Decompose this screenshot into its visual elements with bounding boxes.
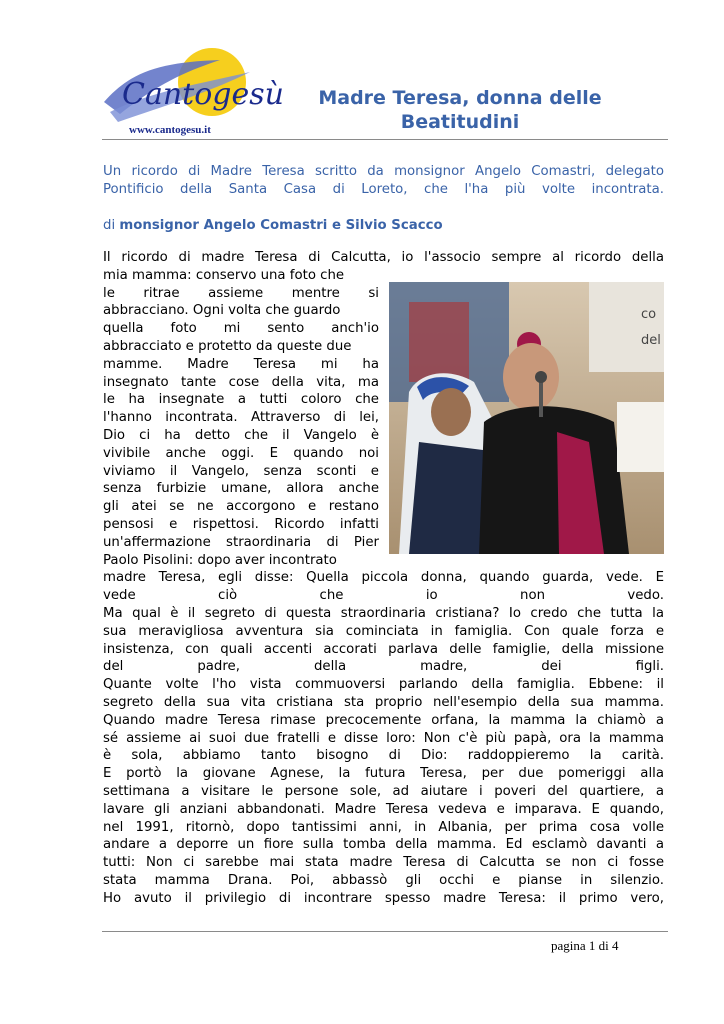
body-line: viviamo il Vangelo, senza sconti e: [103, 463, 379, 479]
body-line: pensosi e rispettosi. Ricordo infatti: [103, 516, 379, 532]
body-line: quella foto mi sento anch'io: [103, 321, 379, 337]
body-line: madre Teresa, egli disse: Quella piccola donna, quando guarda, vede. E: [103, 570, 664, 586]
body-line: segreto della sua vita cristiana sta proprio nell'esempio della sua mamma.: [103, 694, 664, 710]
logo-url[interactable]: www.cantogesu.it: [129, 124, 211, 136]
body-line: abbracciano. Ogni volta che guardo: [103, 303, 341, 319]
body-line: vivibile anche oggi. E quando noi: [103, 445, 379, 461]
body-line: è sola, abbiamo tanto bisogno di Dio: raddoppieremo la carità.: [103, 748, 664, 764]
body-line: sua meravigliosa avventura sia cominciata in famiglia. Con quale forza e: [103, 623, 664, 639]
page-title: [290, 86, 630, 134]
body-line: nel 1991, ritornò, dopo tantissimi anni, in Albania, per prima cosa volle: [103, 819, 664, 835]
body-line: l'hanno incontrata. Attraverso di lei,: [103, 410, 379, 426]
body-line: mia mamma: conservo una foto che: [103, 267, 345, 283]
header-divider: [102, 139, 668, 140]
body-line: sé assieme ai suoi due fratelli e disse loro: Non c'è più papà, ora la mamma: [103, 730, 664, 746]
body-line: Ho avuto il privilegio di incontrare spesso madre Teresa: il primo vero,: [103, 890, 664, 906]
body-line: insistenza, con quali accenti accorati parlava delle famiglie, della missione: [103, 641, 664, 657]
article-body: [103, 249, 664, 907]
title-line-1: Madre Teresa, donna delle: [318, 87, 602, 109]
body-line: vede ciò che io non vedo.: [103, 588, 664, 604]
body-line: insegnato tante cose della vita, ma: [103, 374, 379, 390]
title-line-2: Beatitudini: [400, 111, 520, 133]
body-line: Il ricordo di madre Teresa di Calcutta, io l'associo sempre al ricordo della: [103, 250, 664, 265]
banner-text-1: co: [641, 307, 657, 322]
body-line: Paolo Pisolini: dopo aver incontrato: [103, 552, 337, 568]
abstract-line: Un ricordo di Madre Teresa scritto da monsignor Angelo Comastri, delegato: [103, 164, 664, 179]
body-line: settimana a visitare le persone sole, ad aiutare i poveri del quartiere, a: [103, 783, 664, 799]
footer-divider: [102, 931, 668, 932]
abstract: [103, 162, 664, 198]
page-number: pagina 1 di 4: [551, 938, 619, 953]
body-line: Quante volte l'ho vista commuoversi parlando della famiglia. Ebbene: il: [103, 677, 664, 693]
body-line: senza furbizie umane, allora anche: [103, 481, 379, 497]
byline: [103, 218, 443, 233]
body-line: Quando madre Teresa rimase precocemente orfana, la mamma la chiamò a: [103, 712, 664, 728]
body-line: E portò la giovane Agnese, la futura Teresa, per due pomeriggi alla: [103, 766, 664, 782]
body-line: del padre, della madre, dei figli.: [103, 659, 664, 675]
byline-prefix: di: [103, 218, 116, 233]
body-line: mamme. Madre Teresa mi ha: [103, 356, 379, 372]
body-line: Ma qual è il segreto di questa straordinaria cristiana? Io credo che tutta la: [103, 605, 664, 621]
body-line: andare a deporre un fiore sulla tomba della mamma. Ed esclamò davanti a: [103, 837, 664, 853]
body-line: le ha insegnate a tutti coloro che: [103, 392, 379, 408]
body-line: Dio ci ha detto che il Vangelo è: [103, 427, 379, 443]
body-line: abbracciato e protetto da queste due: [103, 338, 352, 354]
logo-wordmark: Cantogesù: [122, 77, 284, 112]
banner-text-2: del: [641, 333, 661, 348]
body-line: un'affermazione straordinaria di Pier: [103, 534, 379, 550]
byline-authors: monsignor Angelo Comastri e Silvio Scacco: [119, 218, 443, 233]
body-line: gli atei se ne accorgono e restano: [103, 499, 379, 515]
abstract-line: Pontificio della Santa Casa di Loreto, che l'ha più volte incontrata.: [103, 181, 664, 197]
body-line: lavare gli anziani abbandonati. Madre Teresa vedeva e imparava. E quando,: [103, 801, 664, 817]
body-line: stata mamma Drana. Poi, abbassò gli occhi e pianse in silenzio.: [103, 872, 664, 888]
body-line: le ritrae assieme mentre si: [103, 285, 379, 301]
body-line: tutti: Non ci sarebbe mai stata madre Teresa di Calcutta se non ci fosse: [103, 855, 664, 871]
